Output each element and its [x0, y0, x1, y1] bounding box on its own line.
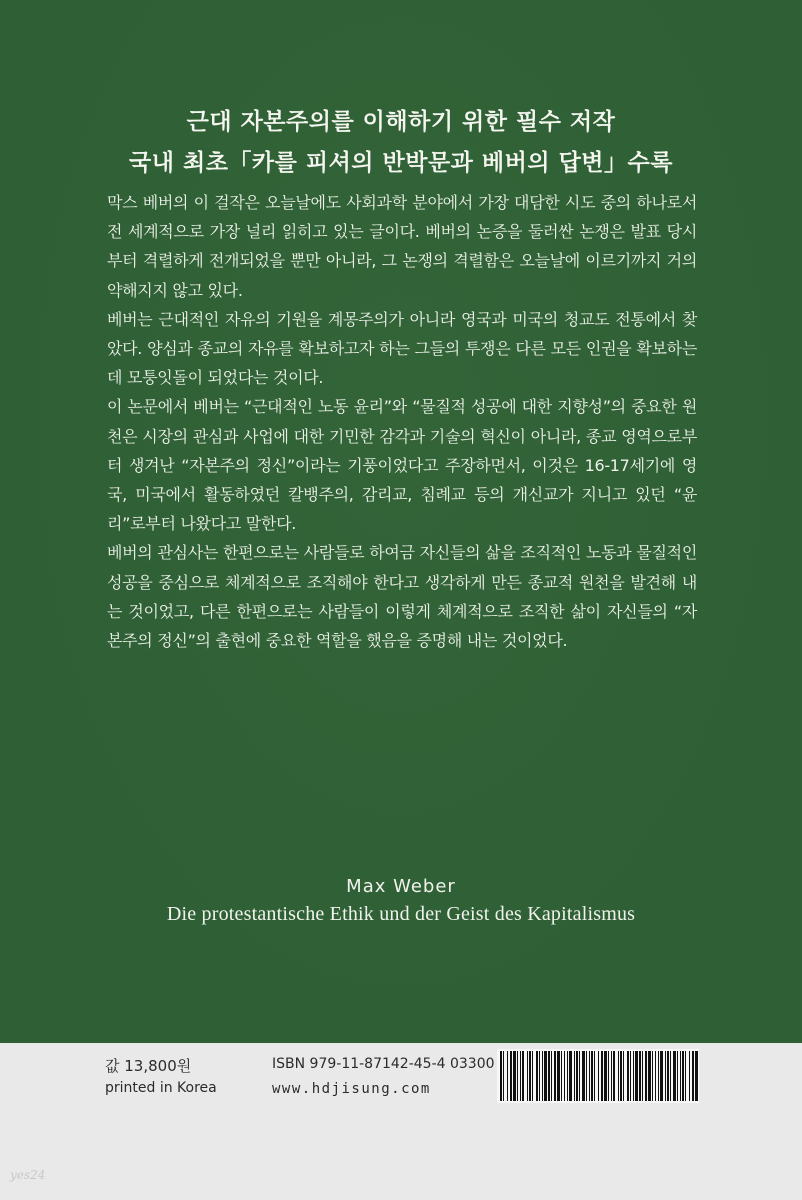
headline-primary: 근대 자본주의를 이해하기 위한 필수 저작: [186, 109, 616, 135]
paragraph-2: 베버는 근대적인 자유의 기원을 계몽주의가 아니라 영국과 미국의 청교도 전통에서 찾았다. 양심과 종교의 자유를 확보하고자 하는 그들의 투쟁은 다른 모든 인권을 확보하는 데 모퉁잇돌이 되었다는 것이다.: [107, 309, 697, 388]
author-name: Max Weber: [346, 876, 456, 897]
watermark-text: yes24: [10, 1168, 46, 1182]
paragraph-4: 베버의 관심사는 한편으로는 사람들로 하여금 자신들의 삶을 조직적인 노동과 물질적인 성공을 중심으로 체계적으로 조직해야 한다고 생각하게 만든 종교적 원천을 발견해 내는 것이었고, 다른 한편으로는 사람들이 이렇게 체계적으로 조직한 삶이 자신들의 “자본주의 정신”의 출현에 중요한 역할을 했음을 증명해 내는 것이었다.: [107, 543, 697, 651]
paragraph-3: 이 논문에서 베버는 “근대적인 노동 윤리”와 “물질적 성공에 대한 지향성”의 중요한 원천은 시장의 관심과 사업에 대한 기민한 감각과 기술의 혁신이 아니라, 종교 영역으로부터 생겨난 “자본주의 정신”이라는 기풍이었다고 주장하면서, 이것은 16-17세기에 영국, 미국에서 활동하였던 칼뱅주의, 감리교, 침례교 등의 개신교가 지니고 있던 “윤리”로부터 나왔다고 말한다.: [107, 397, 697, 534]
website-label: www.hdjisung.com: [272, 1081, 431, 1097]
isbn-label: ISBN 979-11-87142-45-4 03300: [272, 1056, 495, 1072]
headline-secondary: 국내 최초「카를 피셔의 반박문과 베버의 답변」수록: [129, 150, 673, 176]
printed-in-label: printed in Korea: [105, 1080, 217, 1096]
paragraph-1: 막스 베버의 이 걸작은 오늘날에도 사회과학 분야에서 가장 대담한 시도 중의 하나로서 전 세계적으로 가장 널리 읽히고 있는 글이다. 베버의 논증을 둘러싼 논쟁은 발표 당시부터 격렬하게 전개되었을 뿐만 아니라, 그 논쟁의 격렬함은 오늘날에 이르기까지 거의 약해지지 않고 있다.: [107, 193, 697, 300]
barcode-icon: [497, 1049, 699, 1103]
price-label: 값 13,800원: [105, 1057, 192, 1075]
description-text: [107, 188, 697, 655]
original-title: Die protestantische Ethik und der Geist des Kapitalismus: [166, 903, 636, 925]
